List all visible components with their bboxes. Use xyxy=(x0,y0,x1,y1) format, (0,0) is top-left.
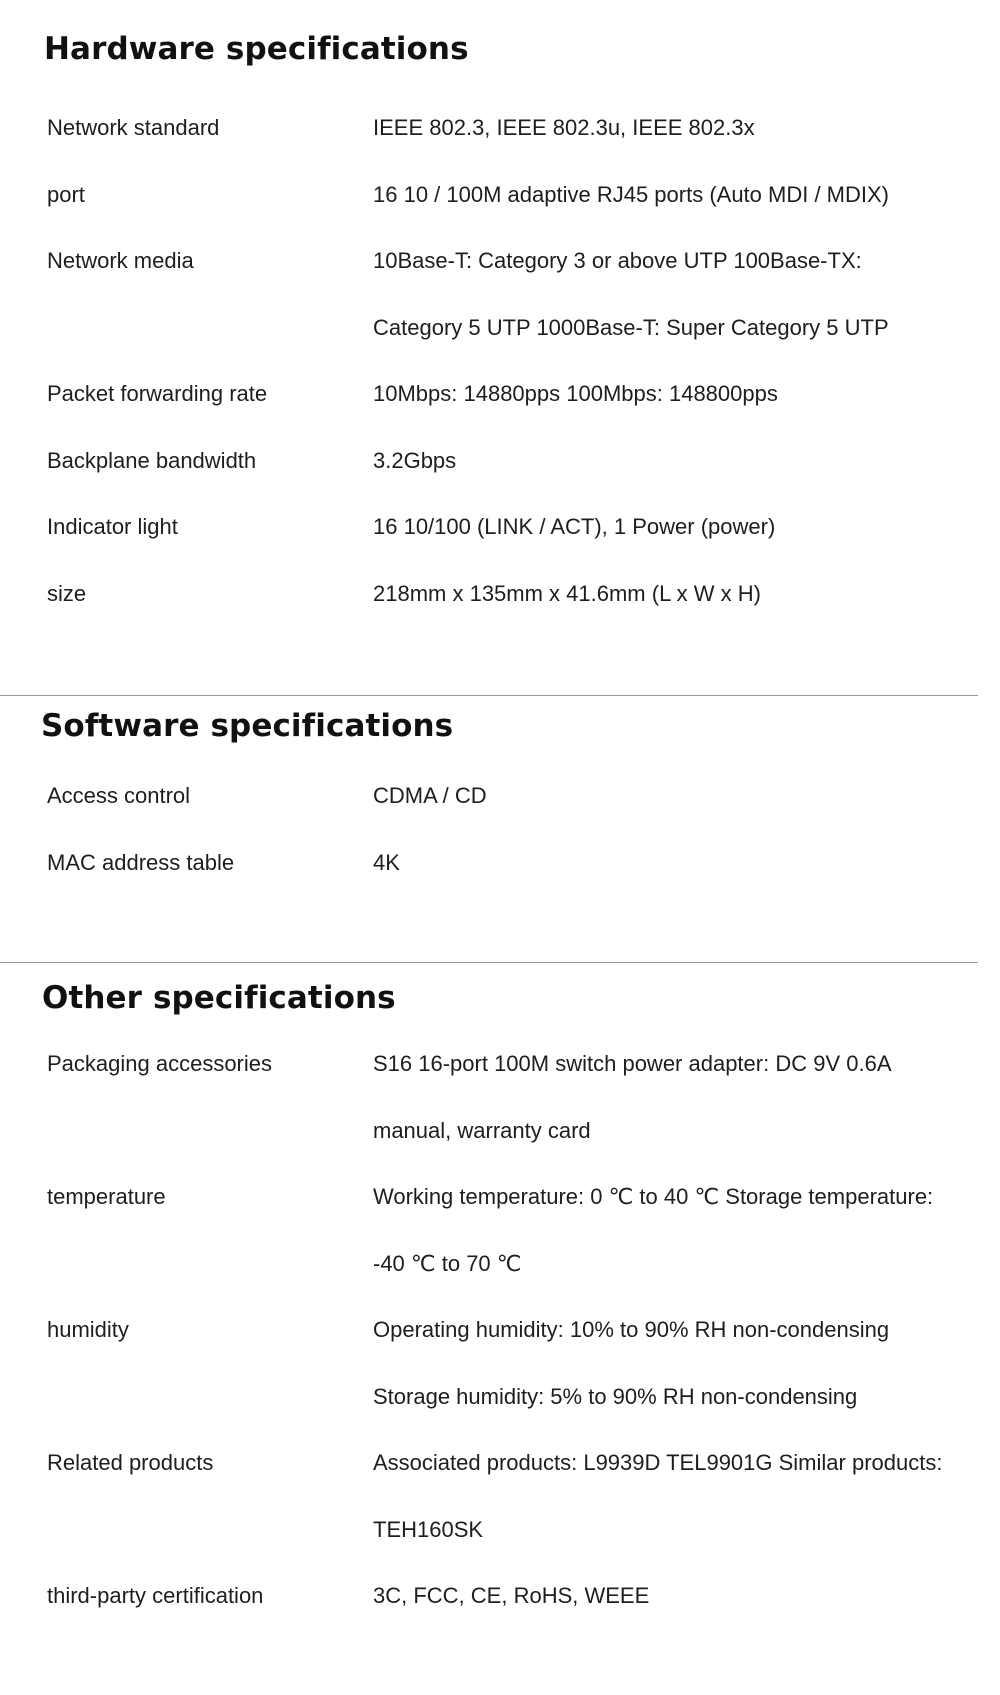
spec-value-line: -40 ℃ to 70 ℃ xyxy=(373,1250,522,1276)
spec-label: humidity xyxy=(47,1317,129,1342)
spec-value-line: TEH160SK xyxy=(373,1516,484,1542)
spec-label: Related products xyxy=(47,1450,214,1475)
section-title: Hardware specifications xyxy=(44,31,469,67)
spec-value-line: 4K xyxy=(373,849,400,875)
spec-value-line: S16 16-port 100M switch power adapter: DC 9V 0.6A xyxy=(373,1051,892,1076)
spec-value xyxy=(373,781,988,848)
spec-value xyxy=(373,379,988,446)
spec-label: Backplane bandwidth xyxy=(47,447,257,473)
spec-label: Packet forwarding rate xyxy=(47,381,268,406)
spec-label: Indicator light xyxy=(47,514,178,539)
section-title: Software specifications xyxy=(41,708,454,744)
spec-label: third-party certification xyxy=(47,1583,264,1608)
spec-value xyxy=(373,1448,988,1581)
spec-label: port xyxy=(47,181,85,207)
spec-label: temperature xyxy=(47,1184,166,1209)
spec-label: MAC address table xyxy=(47,849,235,875)
spec-label: Packaging accessories xyxy=(47,1051,273,1076)
spec-value xyxy=(373,446,988,513)
spec-value-line: manual, warranty card xyxy=(373,1117,591,1143)
spec-label: Network media xyxy=(47,248,194,273)
spec-value-line: Category 5 UTP 1000Base-T: Super Category 5 UTP xyxy=(373,314,889,340)
spec-value xyxy=(373,512,988,579)
spec-value-line: CDMA / CD xyxy=(373,783,487,808)
section-divider xyxy=(0,695,978,696)
spec-value-line: 16 10 / 100M adaptive RJ45 ports (Auto MDI / MDIX) xyxy=(373,181,890,207)
spec-label: size xyxy=(47,580,87,606)
spec-value-line: 3C, FCC, CE, RoHS, WEEE xyxy=(373,1583,650,1608)
spec-value xyxy=(373,246,988,379)
spec-value-line: 16 10/100 (LINK / ACT), 1 Power (power) xyxy=(373,514,776,539)
spec-value xyxy=(373,848,988,915)
spec-value-line: 10Mbps: 14880pps 100Mbps: 148800pps xyxy=(373,381,778,406)
spec-value-line: 218mm x 135mm x 41.6mm (L x W x H) xyxy=(373,580,761,606)
spec-label: Access control xyxy=(47,783,191,808)
spec-value-line: Operating humidity: 10% to 90% RH non-condensing xyxy=(373,1317,890,1342)
spec-value-line: Storage humidity: 5% to 90% RH non-condensing xyxy=(373,1383,858,1409)
spec-value-line: Working temperature: 0 ℃ to 40 ℃ Storage temperature: xyxy=(373,1184,934,1209)
spec-value-line: 3.2Gbps xyxy=(373,447,457,473)
section-title: Other specifications xyxy=(42,980,396,1016)
spec-value xyxy=(373,1182,988,1315)
spec-value-line: IEEE 802.3, IEEE 802.3u, IEEE 802.3x xyxy=(373,115,755,140)
spec-value-line: Associated products: L9939D TEL9901G Similar products: xyxy=(373,1450,943,1475)
spec-value xyxy=(373,579,988,646)
section-divider xyxy=(0,962,978,963)
spec-label: Network standard xyxy=(47,115,220,140)
spec-value xyxy=(373,1581,988,1648)
spec-value xyxy=(373,180,988,247)
spec-value xyxy=(373,1049,988,1182)
spec-value xyxy=(373,113,988,180)
spec-value xyxy=(373,1315,988,1448)
spec-value-line: 10Base-T: Category 3 or above UTP 100Base-TX: xyxy=(373,248,862,273)
